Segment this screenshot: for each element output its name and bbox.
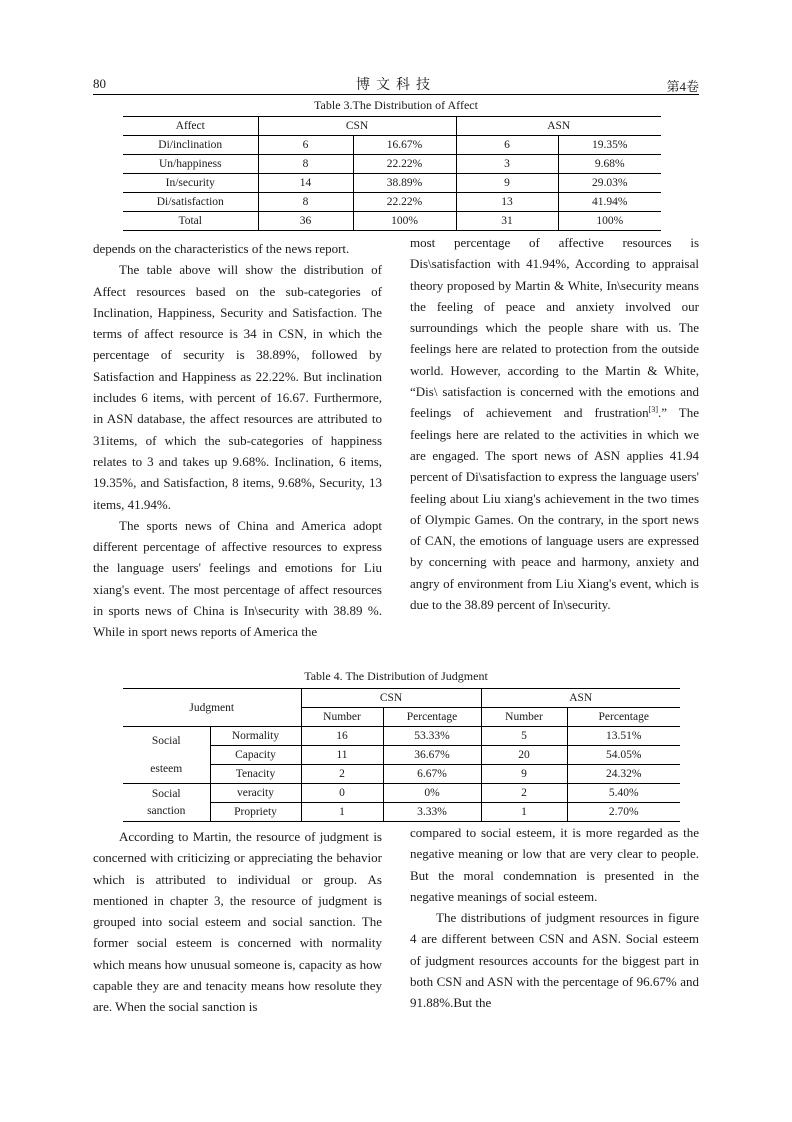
table4-cell: 9 bbox=[481, 765, 567, 784]
table3-header-asn: ASN bbox=[456, 117, 661, 136]
table4-cell: Capacity bbox=[210, 746, 301, 765]
table3-cell: 22.22% bbox=[353, 155, 456, 174]
table4-cell: 11 bbox=[301, 746, 383, 765]
table4-cell: 5 bbox=[481, 727, 567, 746]
table4-cell: 1 bbox=[481, 803, 567, 822]
paragraph bbox=[410, 232, 699, 615]
group-label: esteem bbox=[150, 763, 183, 775]
table4-cell: 53.33% bbox=[383, 727, 481, 746]
table4-cell: Normality bbox=[210, 727, 301, 746]
body-column-right-top bbox=[410, 232, 699, 615]
table4-judgment-distribution bbox=[123, 688, 680, 822]
table3-cell: 8 bbox=[258, 193, 353, 212]
body-column-left-top bbox=[93, 238, 382, 643]
table3-affect-distribution bbox=[123, 116, 661, 231]
table4-cell: 2 bbox=[481, 784, 567, 803]
table4-group-social-sanction bbox=[123, 784, 210, 822]
table3-caption: Table 3.The Distribution of Affect bbox=[314, 98, 478, 112]
table4-cell: 2.70% bbox=[567, 803, 680, 822]
table3-cell: 36 bbox=[258, 212, 353, 231]
group-label: sanction bbox=[147, 804, 186, 817]
table4-cell: 6.67% bbox=[383, 765, 481, 784]
paragraph: The distributions of judgment resources in figure 4 are different between CSN and ASN. Social esteem of judgment resources accounts for the biggest part in both CSN and ASN with the percentage of 96.67% and 91.88%.But the bbox=[410, 910, 699, 1011]
table3-cell: 14 bbox=[258, 174, 353, 193]
group-label: Social bbox=[151, 787, 181, 800]
table3-cell: Di/inclination bbox=[158, 139, 223, 151]
table4-cell: 24.32% bbox=[567, 765, 680, 784]
table4-header-asn: ASN bbox=[481, 689, 680, 708]
table3-header-csn: CSN bbox=[258, 117, 456, 136]
table-row bbox=[123, 727, 680, 746]
table-row bbox=[123, 155, 661, 174]
table3-cell: 100% bbox=[353, 212, 456, 231]
table4-header-csn: CSN bbox=[301, 689, 481, 708]
table4-subheader-number: Number bbox=[481, 708, 567, 727]
paragraph: According to Martin, the resource of judgment is concerned with criticizing or appreciating the behavior which is attributed to individual or group. As mentioned in chapter 3, the resource of judgment is grouped into social esteem and social sanction. The former social esteem is concerned with normality which means how unusual someone is, capacity as how capable they are and tenacity means how resolute they are. When the social sanction is bbox=[93, 829, 382, 1015]
table4-cell: 13.51% bbox=[567, 727, 680, 746]
table3-header-affect: Affect bbox=[175, 120, 205, 132]
table3-cell: Un/happiness bbox=[158, 158, 222, 170]
table4-cell: 2 bbox=[301, 765, 383, 784]
table3-cell: 41.94% bbox=[558, 193, 661, 212]
table4-caption: Table 4. The Distribution of Judgment bbox=[304, 669, 488, 683]
table3-cell: Total bbox=[178, 215, 202, 227]
table4-cell: 20 bbox=[481, 746, 567, 765]
table4-cell: 0 bbox=[301, 784, 383, 803]
table4-group-social-esteem bbox=[123, 727, 210, 784]
table4-subheader-percentage: Percentage bbox=[383, 708, 481, 727]
group-label: Social bbox=[151, 735, 181, 747]
table4-cell: Propriety bbox=[210, 803, 301, 822]
table3-total-row bbox=[123, 212, 661, 231]
table4-header-judgment: Judgment bbox=[123, 689, 301, 727]
body-column-right-bottom bbox=[410, 822, 699, 1014]
table3-cell: 8 bbox=[258, 155, 353, 174]
table4-cell: veracity bbox=[210, 784, 301, 803]
table3-cell: 9 bbox=[456, 174, 558, 193]
table3-cell: 100% bbox=[558, 212, 661, 231]
table3-cell: 31 bbox=[456, 212, 558, 231]
table3-cell: 6 bbox=[456, 136, 558, 155]
table3-cell: 22.22% bbox=[353, 193, 456, 212]
table3-cell: 13 bbox=[456, 193, 558, 212]
table3-cell: In/security bbox=[165, 177, 215, 189]
table3-cell: Di/satisfaction bbox=[156, 196, 224, 208]
page-number: 80 bbox=[93, 76, 106, 91]
table-row bbox=[123, 784, 680, 803]
table4-cell: 5.40% bbox=[567, 784, 680, 803]
table4-cell: Tenacity bbox=[210, 765, 301, 784]
citation-reference: [3] bbox=[648, 405, 658, 415]
paragraph: depends on the characteristics of the news report. bbox=[93, 241, 350, 256]
table3-cell: 29.03% bbox=[558, 174, 661, 193]
table3-cell: 6 bbox=[258, 136, 353, 155]
table4-cell: 1 bbox=[301, 803, 383, 822]
table4-cell: 0% bbox=[383, 784, 481, 803]
table4-cell: 36.67% bbox=[383, 746, 481, 765]
table-row bbox=[123, 174, 661, 193]
table3-header-row bbox=[123, 117, 661, 136]
volume-label: 第4卷 bbox=[666, 79, 699, 94]
table3-cell: 16.67% bbox=[353, 136, 456, 155]
table-row bbox=[123, 193, 661, 212]
table4-subheader-percentage: Percentage bbox=[567, 708, 680, 727]
table3-cell: 9.68% bbox=[558, 155, 661, 174]
table4-header-row bbox=[123, 689, 680, 708]
table-row bbox=[123, 136, 661, 155]
table3-cell: 19.35% bbox=[558, 136, 661, 155]
table3-cell: 3 bbox=[456, 155, 558, 174]
journal-title: 博文科技 bbox=[356, 78, 436, 93]
running-header bbox=[93, 72, 699, 95]
table4-cell: 3.33% bbox=[383, 803, 481, 822]
table4-cell: 54.05% bbox=[567, 746, 680, 765]
paragraph: The table above will show the distribution of Affect resources based on the sub-categories of Inclination, Happiness, Security and Satisfaction. The terms of affect resource is 34 in CSN, in which the percentage of security is 38.89%, followed by Satisfaction and Happiness as 22.22%. But inclination includes 6 items, with percent of 16.67. Furthermore, in ASN database, the affect resources are attributed to 31items, of which the sub-categories of happiness relates to 3 and takes up 9.68%. Inclination, 6 items, 19.35%, and Satisfaction, 8 items, 9.68%, Security, 13 items, 41.94%. bbox=[93, 262, 382, 512]
paragraph: The sports news of China and America adopt different percentage of affective resources to express the language users' feelings and emotions for Liu xiang's event. The most percentage of affect resources in sports news of China is In\security with 38.89 %. While in sport news reports of America the bbox=[93, 517, 382, 640]
table4-subheader-number: Number bbox=[301, 708, 383, 727]
paragraph-text: most percentage of affective resources is Dis\satisfaction with 41.94%, According to appraisal theory proposed by Martin & White, In\security means the feeling of peace and anxiety involved our surroundings which the people share with us. The feelings here are related to protection from the outside world. However, according to the Martin & White, “Dis\ satisfaction is concerned with the emotions and feelings of achievement and frustration bbox=[410, 235, 699, 421]
paragraph: compared to social esteem, it is more regarded as the negative meaning or low that are very clear to people. But the moral condemnation is presented in the negative meanings of social esteem. bbox=[410, 825, 699, 904]
table4-cell: 16 bbox=[301, 727, 383, 746]
body-column-left-bottom bbox=[93, 826, 382, 1018]
paragraph-text: .” The feelings here are related to the activities in which we are engaged. The sport news of ASN applies 41.94 percent of Di\satisfaction to express the language users' feeling about Liu xiang's achievement in the two times of Olympic Games. On the contrary, in the sport news of CAN, the emotions of language users are expressed by concerning with peace and harmony, anxiety and angry of environment from Liu Xiang's event, which is due to the 38.89 percent of In\security. bbox=[410, 405, 699, 613]
table3-cell: 38.89% bbox=[353, 174, 456, 193]
